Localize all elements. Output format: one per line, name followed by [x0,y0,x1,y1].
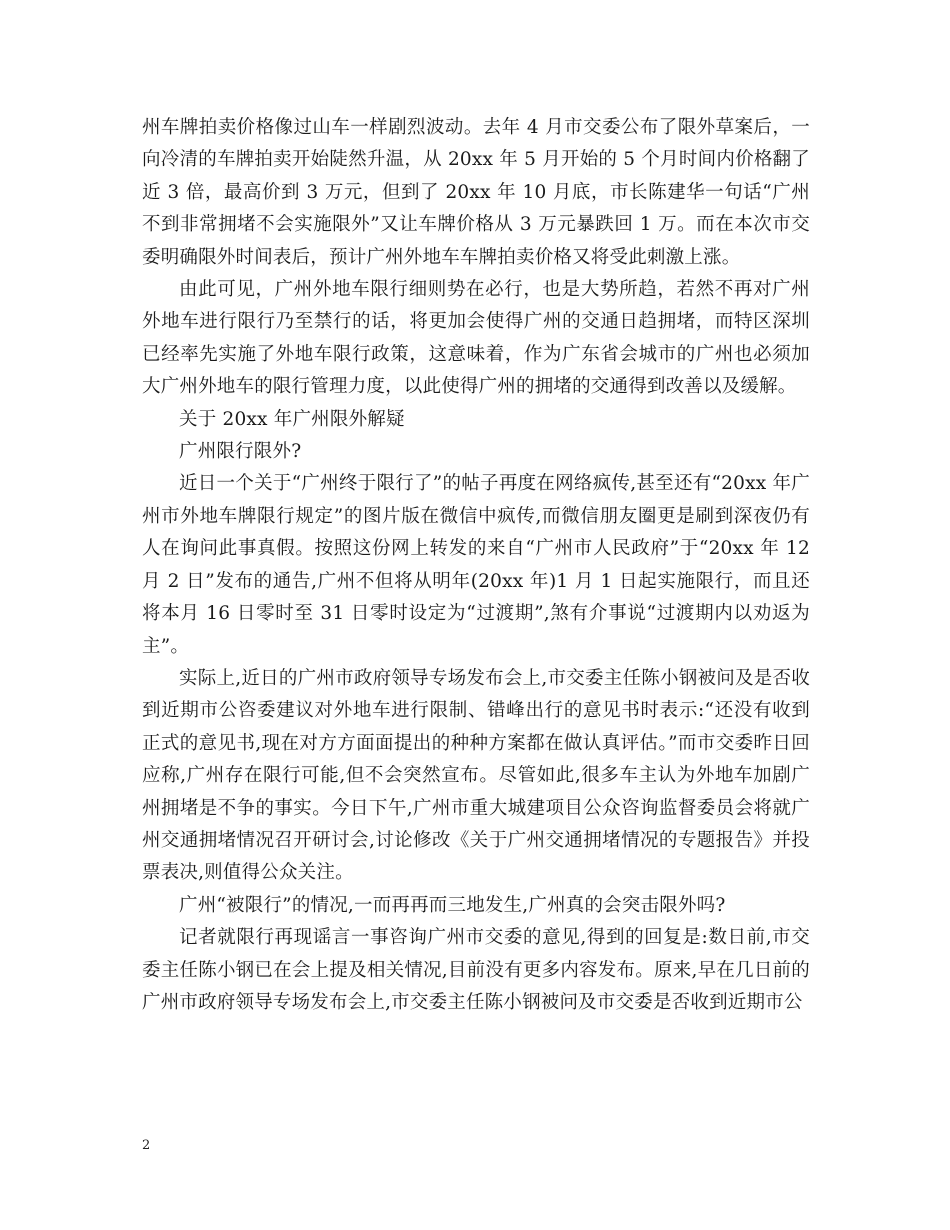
paragraph-reporter-inquiry: 记者就限行再现谣言一事咨询广州市交委的意见,得到的回复是:数日前,市交委主任陈小钢已在会上提及相关情况,目前没有更多内容发布。原来,早在几日前的广州市政府领导专场发布会上,市交委主任陈小钢被问及市交委是否收到近期市公 [142,927,810,1013]
paragraph-question: 广州“被限行”的情况,一而再再而三地发生,广州真的会突击限外吗? [179,894,726,916]
document-body [142,112,810,1019]
paragraph-license-auction: 州车牌拍卖价格像过山车一样剧烈波动。去年 4 月市交委公布了限外草案后，一向冷清的车牌拍卖开始陡然升温，从 20xx 年 5 月开始的 5 个月时间内价格翻了近 3 倍，最高价到 3 万元，但到了 20xx 年 10 月底，市长陈建华一句话“广州不到非常拥堵不会实施限外”又让车牌价格从 3 万元暴跌回 1 万。而在本次市交委明确限外时间表后，预计广州外地车车牌拍卖价格又将受此刺激上涨。 [142,117,810,268]
section-heading-faq: 关于 20xx 年广州限外解疑 [179,408,405,430]
paragraph-conclusion: 由此可见，广州外地车限行细则势在必行，也是大势所趋，若然不再对广州外地车进行限行乃至禁行的话，将更加会使得广州的交通日趋拥堵，而特区深圳已经率先实施了外地车限行政策，这意味着，作为广东省会城市的广州也必须加大广州外地车的限行管理力度，以此使得广州的拥堵的交通得到改善以及缓解。 [142,279,810,398]
paragraph-official-response: 实际上,近日的广州市政府领导专场发布会上,市交委主任陈小钢被问及是否收到近期市公咨委建议对外地车进行限制、错峰出行的意见书时表示:“还没有收到正式的意见书,现在对方方面面提出的种种方案都在做认真评估。”而市交委昨日回应称,广州存在限行可能,但不会突然宣布。尽管如此,很多车主认为外地车加剧广州拥堵是不争的事实。今日下午,广州市重大城建项目公众咨询监督委员会将就广州交通拥堵情况召开研讨会,讨论修改《关于广州交通拥堵情况的专题报告》并投票表决,则值得公众关注。 [142,667,810,884]
section-subheading-question: 广州限行限外? [179,441,302,463]
page-number: 2 [142,1138,151,1153]
paragraph-rumor: 近日一个关于“广州终于限行了”的帖子再度在网络疯传,甚至还有“20xx 年广州市外地车牌限行规定”的图片版在微信中疯传,而微信朋友圈更是刷到深夜仍有人在询问此事真假。按照这份网上转发的来自“广州市人民政府”于“20xx 年 12 月 2 日”发布的通告,广州不但将从明年(20xx 年)1 月 1 日起实施限行，而且还将本月 16 日零时至 31 日零时设定为“过渡期”,煞有介事说“过渡期内以劝返为主”。 [142,473,810,657]
